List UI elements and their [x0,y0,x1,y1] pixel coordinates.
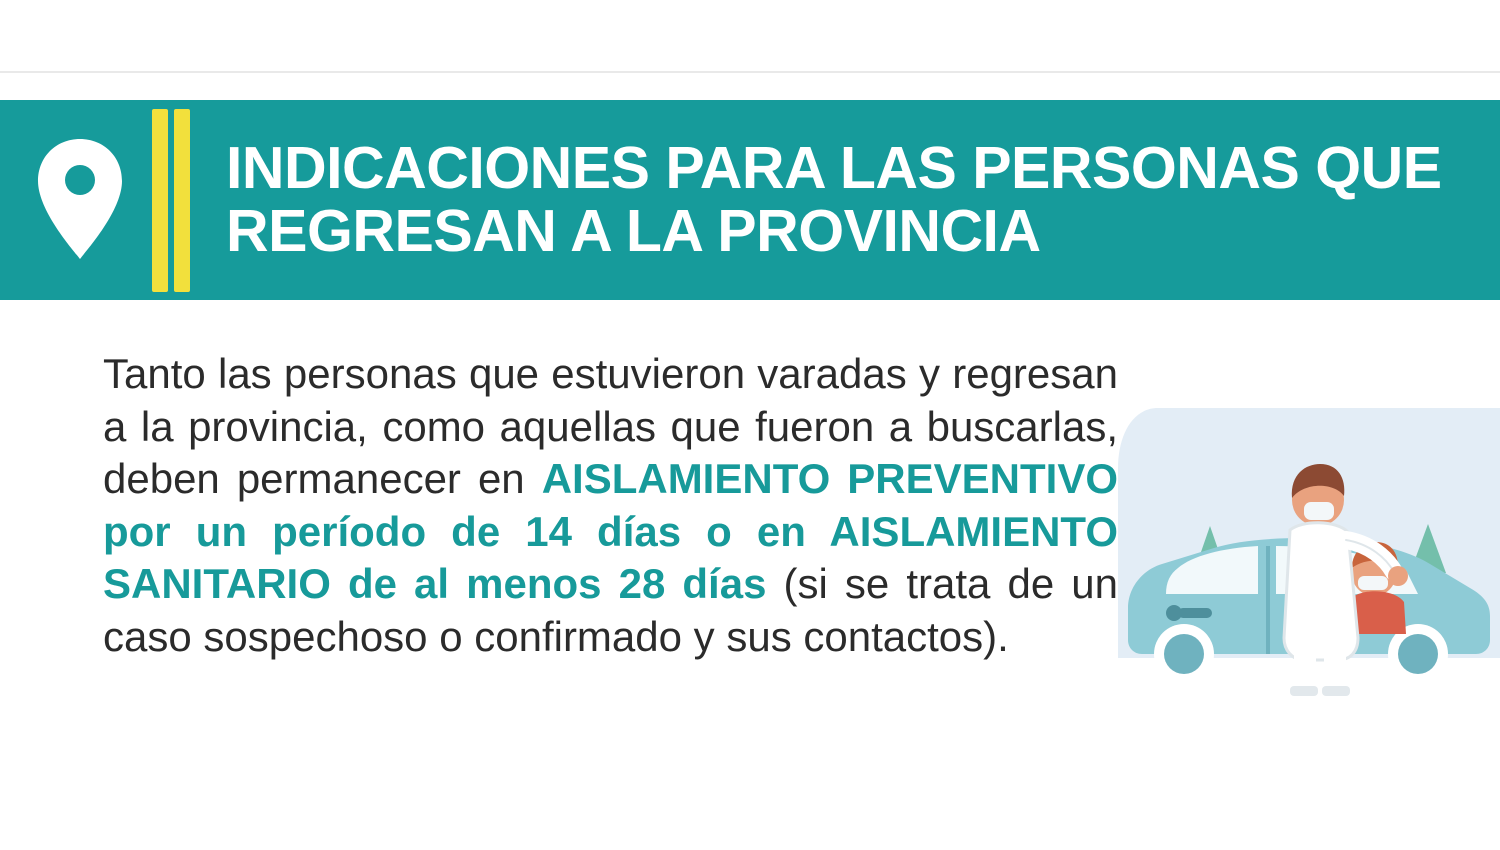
top-divider [0,71,1500,73]
paragraph-highlight: AISLAMIENTO PREVENTIVO por un período de 14 días o en AISLAMIENTO SANITARIO de al menos 28 días [103,455,1118,607]
yellow-ribbon-icon [150,103,196,298]
paragraph-part-1: Tanto las personas que estuvieron varadas y regresan a la provincia, como aquellas que fueron a buscarlas, deben permanecer en [103,350,1118,502]
paragraph-part-2: (si se trata de un caso sospechoso o confirmado y sus contactos). [103,560,1118,660]
location-pin-icon [0,135,150,265]
ribbon-band-right [174,109,190,292]
top-white-strip [0,0,1500,72]
page-title: INDICACIONES PARA LAS PERSONAS QUE REGRESAN A LA PROVINCIA [226,135,1442,264]
body-paragraph [103,348,1118,663]
ribbon-band-left [152,109,168,292]
header-banner [0,100,1500,300]
health-worker-checking-car-illustration [1118,408,1500,698]
content-area [0,300,1500,850]
